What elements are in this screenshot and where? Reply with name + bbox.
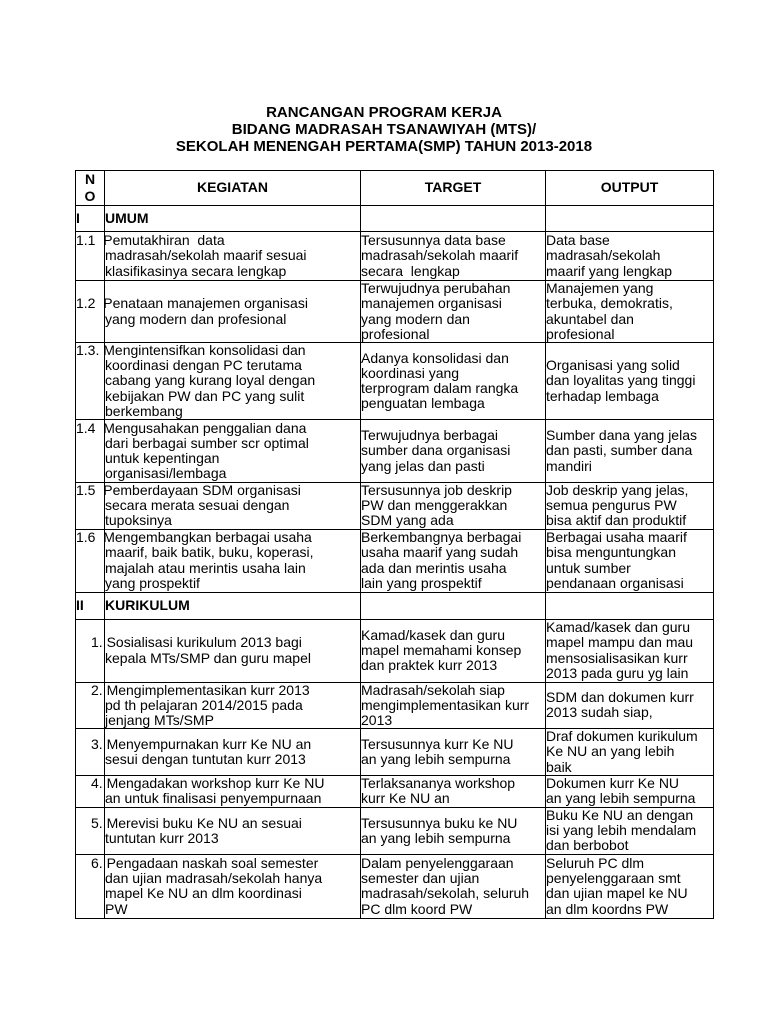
target-cell: Berkembangnya berbagai usaha maarif yang sudah ada dan merintis usaha lain yang prospektif bbox=[361, 529, 546, 592]
table-row bbox=[76, 682, 714, 729]
kegiatan-cell: 6. Pengadaan naskah soal semester dan ujian madrasah/sekolah hanya mapel Ke NU an dlm koordinasi PW bbox=[105, 854, 361, 918]
header-no-label: NO bbox=[84, 171, 96, 204]
header-row bbox=[76, 171, 714, 206]
header-kegiatan: KEGIATAN bbox=[105, 171, 361, 206]
table-row bbox=[76, 281, 714, 343]
kegiatan-cell: 1.1 Pemutakhiran data madrasah/sekolah maarif sesuai klasifikasinya secara lengkap bbox=[105, 232, 361, 281]
table-row bbox=[76, 619, 714, 682]
output-cell: Dokumen kurr Ke NU an yang lebih sempurna bbox=[546, 775, 714, 807]
title-line-2: BIDANG MADRASAH TSANAWIYAH (MTS)/ bbox=[231, 121, 537, 138]
target-cell: Terlaksananya workshop kurr Ke NU an bbox=[361, 775, 546, 807]
target-cell: Madrasah/sekolah siap mengimplementasikan kurr 2013 bbox=[361, 682, 546, 729]
table-row bbox=[76, 483, 714, 530]
section-row bbox=[76, 592, 714, 619]
table-row bbox=[76, 529, 714, 592]
target-cell: Terwujudnya perubahan manajemen organisasi yang modern dan profesional bbox=[361, 281, 546, 343]
kegiatan-cell: 1.6 Mengembangkan berbagai usaha maarif, baik batik, buku, koperasi, majalah atau merintis usaha lain yang prospektif bbox=[105, 529, 361, 592]
target-cell: Dalam penyelenggaraan semester dan ujian madrasah/sekolah, seluruh PC dlm koord PW bbox=[361, 854, 546, 918]
target-cell: Kamad/kasek dan guru mapel memahami konsep dan praktek kurr 2013 bbox=[361, 619, 546, 682]
output-cell: Job deskrip yang jelas, semua pengurus PW bisa aktif dan produktif bbox=[546, 483, 714, 530]
target-cell: Tersusunnya data base madrasah/sekolah maarif secara lengkap bbox=[361, 232, 546, 281]
output-cell: Berbagai usaha maarif bisa menguntungkan untuk sumber pendanaan organisasi bbox=[546, 529, 714, 592]
output-cell: Draf dokumen kurikulum Ke NU an yang lebih baik bbox=[546, 729, 714, 776]
output-cell: Manajemen yang terbuka, demokratis, akuntabel dan profesional bbox=[546, 281, 714, 343]
section-output-empty bbox=[546, 206, 714, 232]
target-cell: Terwujudnya berbagai sumber dana organisasi yang jelas dan pasti bbox=[361, 420, 546, 483]
output-cell: Seluruh PC dlm penyelenggaraan smt dan ujian mapel ke NU an dlm koordns PW bbox=[546, 854, 714, 918]
table-row bbox=[76, 729, 714, 776]
title-line-1: RANCANGAN PROGRAM KERJA bbox=[266, 104, 502, 121]
kegiatan-cell: 1.4 Mengusahakan penggalian dana dari berbagai sumber scr optimal untuk kepentingan organisasi/lembaga bbox=[105, 420, 361, 483]
output-cell: SDM dan dokumen kurr 2013 sudah siap, bbox=[546, 682, 714, 729]
section-output-empty bbox=[546, 592, 714, 619]
no-cell bbox=[76, 619, 105, 682]
section-title: UMUM bbox=[105, 206, 361, 232]
table-row bbox=[76, 807, 714, 854]
target-cell: Tersusunnya kurr Ke NU an yang lebih sempurna bbox=[361, 729, 546, 776]
kegiatan-cell: 3. Menyempurnakan kurr Ke NU an sesui dengan tuntutan kurr 2013 bbox=[105, 729, 361, 776]
output-cell: Data base madrasah/sekolah maarif yang lengkap bbox=[546, 232, 714, 281]
title-line-3: SEKOLAH MENENGAH PERTAMA(SMP) TAHUN 2013-2018 bbox=[175, 138, 593, 155]
section-number: II bbox=[76, 592, 105, 619]
kegiatan-cell: 1.2 Penataan manajemen organisasi yang modern dan profesional bbox=[105, 281, 361, 343]
target-cell: Adanya konsolidasi dan koordinasi yang terprogram dalam rangka penguatan lembaga bbox=[361, 343, 546, 420]
kegiatan-cell: 4. Mengadakan workshop kurr Ke NU an untuk finalisasi penyempurnaan bbox=[105, 775, 361, 807]
program-table bbox=[75, 170, 714, 919]
no-cell bbox=[76, 281, 105, 343]
target-cell: Tersusunnya buku ke NU an yang lebih sempurna bbox=[361, 807, 546, 854]
kegiatan-cell: 1.5 Pemberdayaan SDM organisasi secara merata sesuai dengan tupoksinya bbox=[105, 483, 361, 530]
section-title: KURIKULUM bbox=[105, 592, 361, 619]
table-row bbox=[76, 232, 714, 281]
kegiatan-cell: 2. Mengimplementasikan kurr 2013 pd th pelajaran 2014/2015 pada jenjang MTs/SMP bbox=[105, 682, 361, 729]
section-target-empty bbox=[361, 206, 546, 232]
output-cell: Organisasi yang solid dan loyalitas yang tinggi terhadap lembaga bbox=[546, 343, 714, 420]
header-no bbox=[76, 171, 105, 206]
document-title bbox=[0, 104, 768, 155]
output-cell: Buku Ke NU an dengan isi yang lebih mendalam dan berbobot bbox=[546, 807, 714, 854]
table-row bbox=[76, 420, 714, 483]
table-row bbox=[76, 775, 714, 807]
kegiatan-cell: 1. Sosialisasi kurikulum 2013 bagi kepala MTs/SMP dan guru mapel bbox=[105, 619, 361, 682]
kegiatan-cell: 5. Merevisi buku Ke NU an sesuai tuntutan kurr 2013 bbox=[105, 807, 361, 854]
section-number: I bbox=[76, 206, 105, 232]
table-row bbox=[76, 854, 714, 918]
kegiatan-cell: 1.3. Mengintensifkan konsolidasi dan koordinasi dengan PC terutama cabang yang kurang loyal dengan kebijakan PW dan PC yang sulit berkembang bbox=[105, 343, 361, 420]
table-row bbox=[76, 343, 714, 420]
section-row bbox=[76, 206, 714, 232]
section-target-empty bbox=[361, 592, 546, 619]
output-cell: Sumber dana yang jelas dan pasti, sumber dana mandiri bbox=[546, 420, 714, 483]
target-cell: Tersusunnya job deskrip PW dan menggerakkan SDM yang ada bbox=[361, 483, 546, 530]
header-target: TARGET bbox=[361, 171, 546, 206]
header-output: OUTPUT bbox=[546, 171, 714, 206]
output-cell: Kamad/kasek dan guru mapel mampu dan mau mensosialisasikan kurr 2013 pada guru yg lain bbox=[546, 619, 714, 682]
